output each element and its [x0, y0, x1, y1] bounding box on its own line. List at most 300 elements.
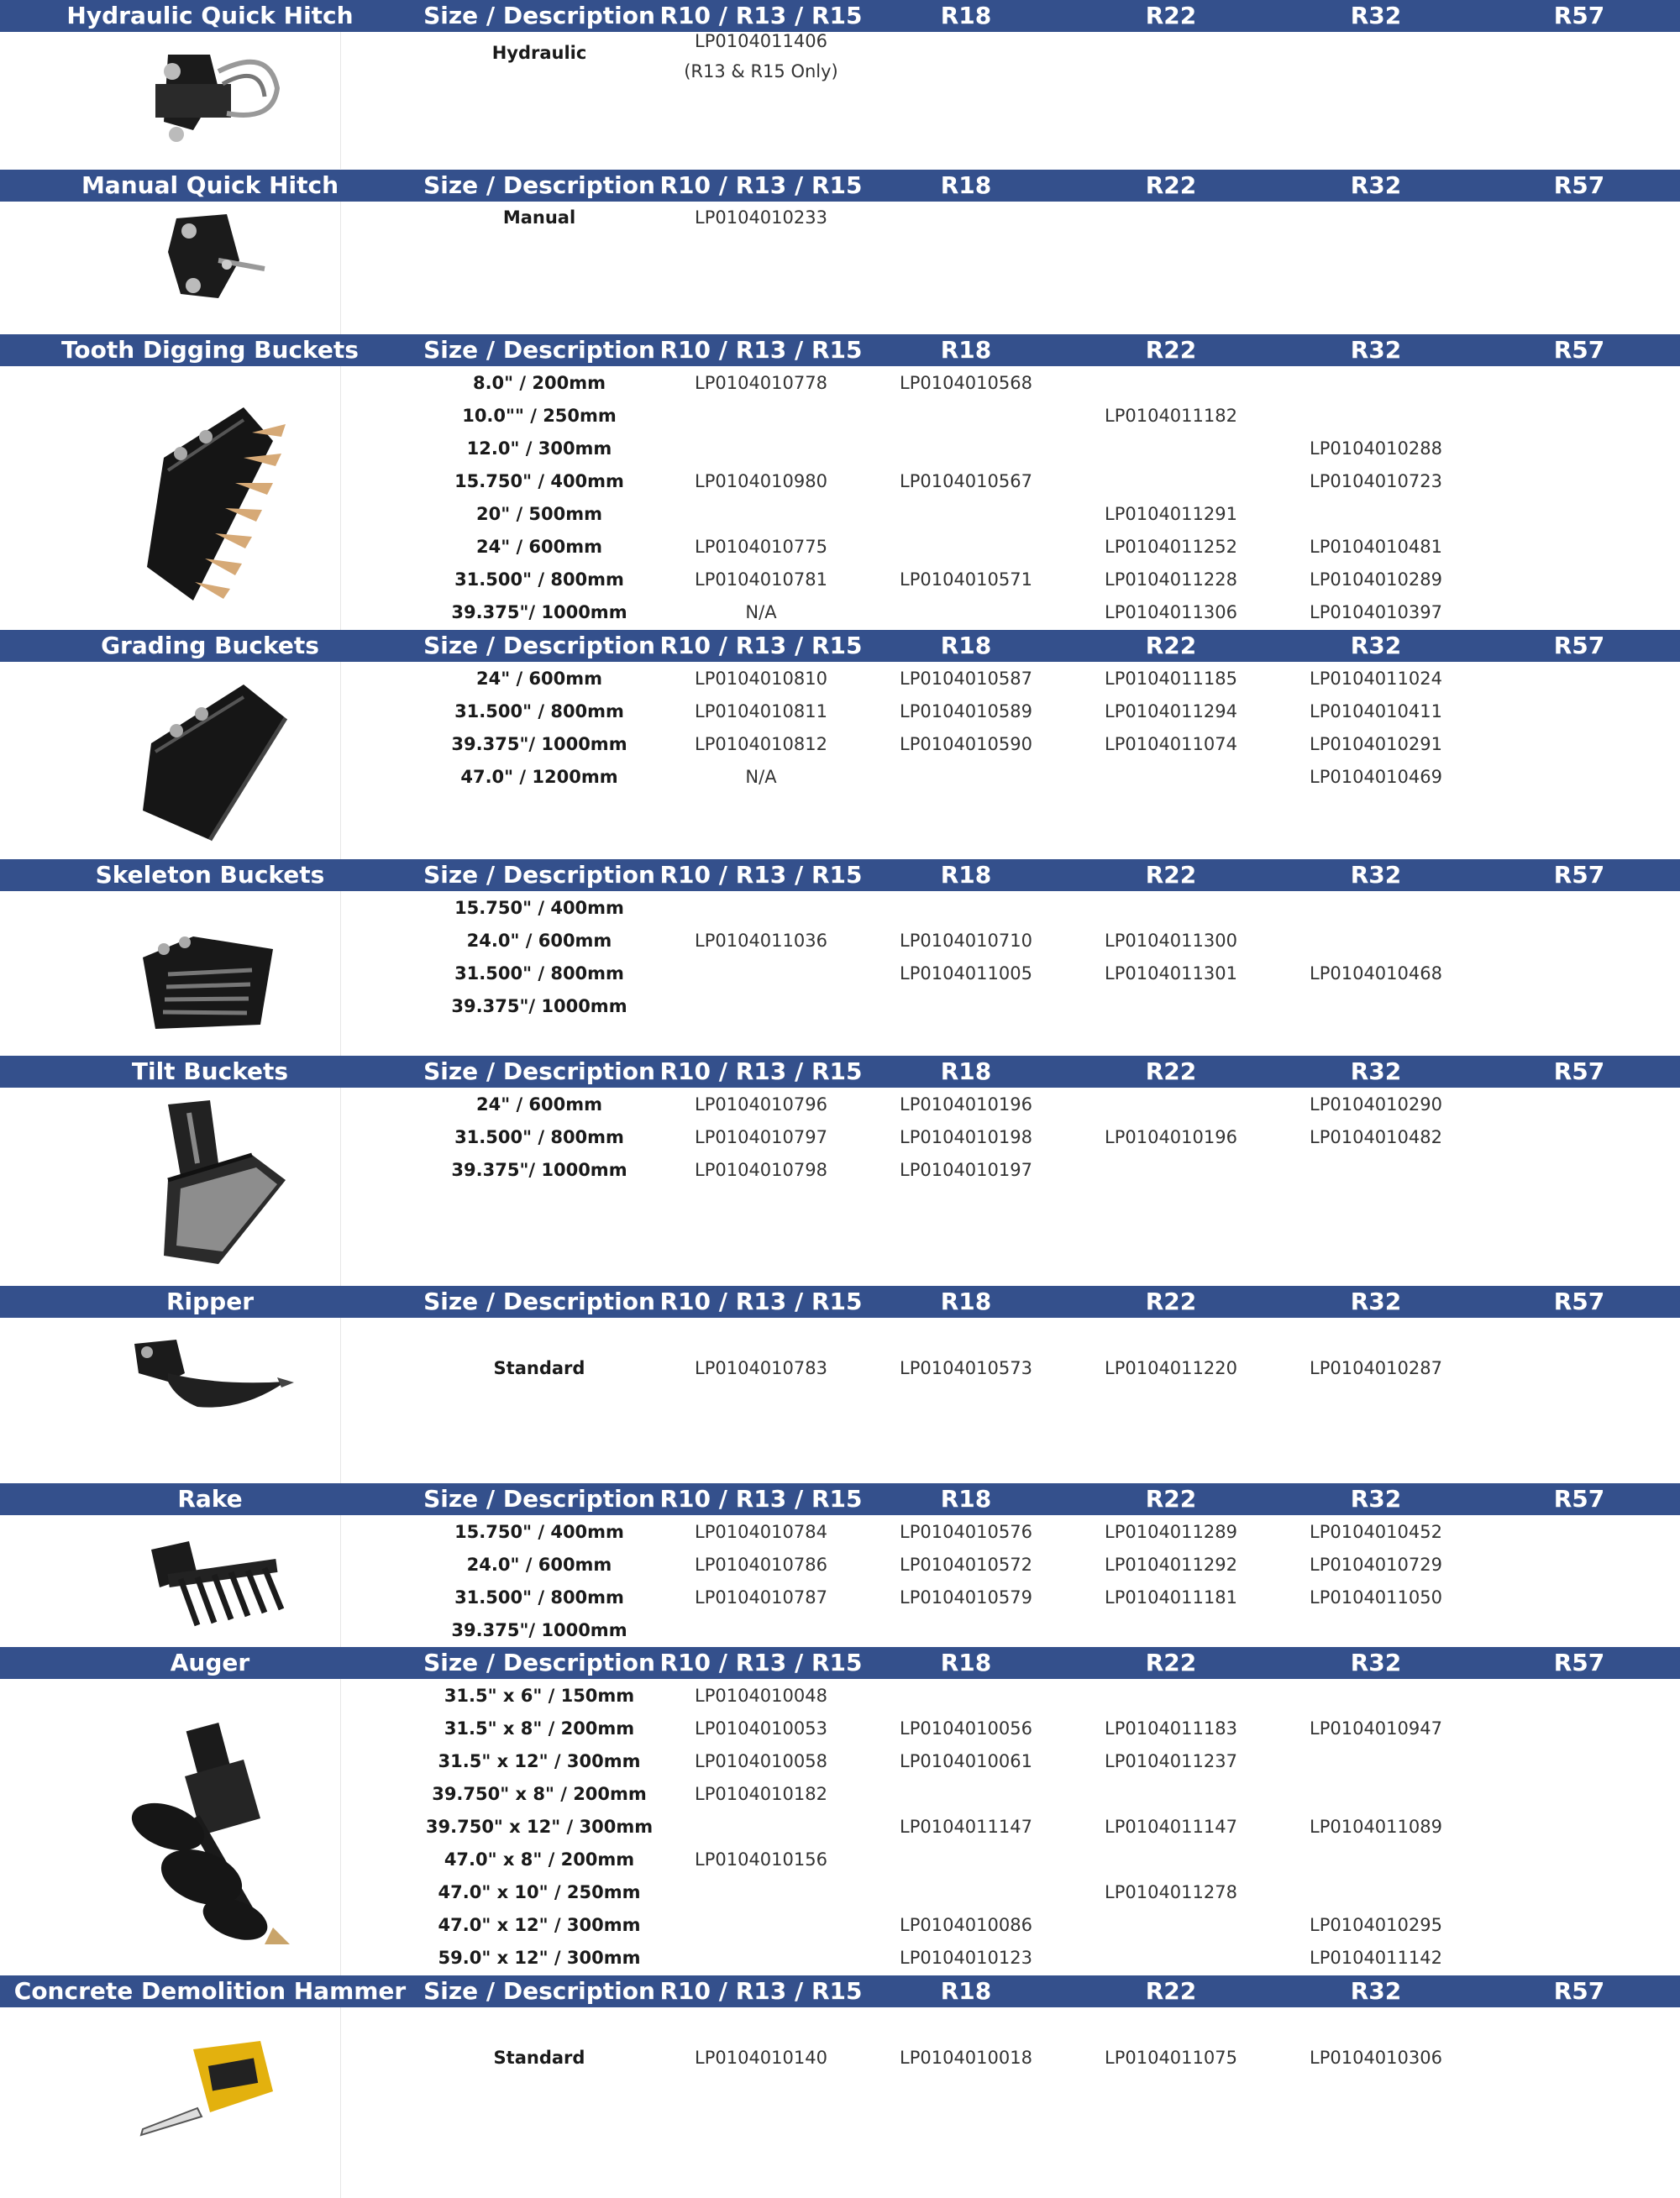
part-number-r22: LP0104011306: [1105, 602, 1237, 622]
part-number-r57: [1478, 1516, 1680, 1549]
part-number-r18: LP0104010587: [900, 669, 1032, 689]
table-row: [0, 1942, 1680, 1975]
section-concrete-demolition-hammer: [0, 1975, 1680, 2198]
table-row: [0, 531, 1680, 564]
column-header-r22: R22: [1145, 336, 1197, 364]
part-number-r57: [1478, 1844, 1680, 1876]
part-number-r22: LP0104011220: [1105, 1358, 1237, 1378]
part-number-r22: LP0104011289: [1105, 1522, 1237, 1542]
column-header-r10: R10 / R13 / R15: [659, 2, 863, 29]
part-number-r22: LP0104011182: [1105, 406, 1237, 426]
part-number-r57: [1478, 1876, 1680, 1909]
part-number-r22: LP0104011075: [1105, 2048, 1237, 2068]
section-title: Concrete Demolition Hammer: [13, 1977, 407, 2005]
part-number-r22: [1068, 37, 1273, 70]
part-number-r10: LP0104010811: [695, 701, 827, 721]
column-header-r18: R18: [940, 2, 992, 29]
section-title: Rake: [177, 1485, 243, 1513]
part-number-r57: [1478, 663, 1680, 695]
part-number-r57: [1478, 925, 1680, 957]
part-number-r57: [1478, 202, 1680, 234]
part-number-r18: LP0104010567: [900, 471, 1032, 491]
part-number-r32: LP0104010306: [1310, 2048, 1442, 2068]
part-number-r57: [1478, 1089, 1680, 1121]
part-number-r18: [864, 531, 1068, 564]
size-description: 12.0" / 300mm: [466, 438, 612, 459]
table-row: [0, 925, 1680, 957]
table-row: [0, 564, 1680, 596]
section-grading-buckets: [0, 630, 1680, 890]
part-number-r22: LP0104011183: [1105, 1718, 1237, 1739]
table-row: [0, 1745, 1680, 1778]
section-title: Manual Quick Hitch: [81, 171, 339, 199]
table-row: [0, 1582, 1680, 1614]
part-number-r10: N/A: [745, 602, 777, 622]
column-header-r57: R57: [1553, 171, 1605, 199]
column-header-r57: R57: [1553, 2, 1605, 29]
divider: [340, 2007, 341, 2198]
part-number-r57: [1478, 1778, 1680, 1811]
table-row: [0, 1089, 1680, 1121]
part-number-r18: LP0104010197: [900, 1160, 1032, 1180]
section-title: Ripper: [165, 1288, 255, 1315]
table-row: [0, 761, 1680, 794]
table-row: [0, 1778, 1680, 1811]
column-header-r32: R32: [1350, 2, 1402, 29]
part-number-r32: LP0104011050: [1310, 1587, 1442, 1608]
column-header-r10: R10 / R13 / R15: [659, 336, 863, 364]
part-number-r18: LP0104010061: [900, 1751, 1032, 1771]
column-header-size: Size / Description: [423, 1977, 655, 2005]
column-header-size: Size / Description: [423, 1057, 655, 1085]
section-auger: [0, 1647, 1680, 2007]
column-header-r18: R18: [940, 1057, 992, 1085]
part-number-r10: LP0104010810: [695, 669, 827, 689]
column-header-r18: R18: [940, 632, 992, 659]
column-header-r57: R57: [1553, 1977, 1605, 2005]
part-number-r32: [1273, 1778, 1478, 1811]
part-number-r32: [1273, 1154, 1478, 1187]
part-number-r32: LP0104010723: [1310, 471, 1442, 491]
column-header-r18: R18: [940, 1288, 992, 1315]
part-number-r18: LP0104010123: [900, 1948, 1032, 1968]
part-number-r22: LP0104011228: [1105, 569, 1237, 590]
column-header-r22: R22: [1145, 1977, 1197, 2005]
section-tilt-buckets: [0, 1056, 1680, 1317]
section-header: [0, 1975, 1680, 2007]
table-row: [0, 1121, 1680, 1154]
column-header-r32: R32: [1350, 336, 1402, 364]
part-number-r10: [659, 400, 864, 433]
size-description: 15.750" / 400mm: [454, 898, 624, 918]
part-number-r32: [1273, 1876, 1478, 1909]
table-row: [0, 1352, 1680, 1385]
column-header-r32: R32: [1350, 1977, 1402, 2005]
column-header-r32: R32: [1350, 861, 1402, 889]
part-number-r18: LP0104010196: [900, 1094, 1032, 1115]
part-number-r32: LP0104010947: [1310, 1718, 1442, 1739]
column-header-r57: R57: [1553, 861, 1605, 889]
part-number-r32: LP0104010295: [1310, 1915, 1442, 1935]
part-number-r18: [864, 1844, 1068, 1876]
part-number-r32: LP0104010729: [1310, 1555, 1442, 1575]
part-number-r22: LP0104010196: [1105, 1127, 1237, 1147]
part-number-r57: [1478, 892, 1680, 925]
part-number-r18: LP0104010710: [900, 931, 1032, 951]
part-number-r22: LP0104011185: [1105, 669, 1237, 689]
size-description: 31.500" / 800mm: [454, 1127, 624, 1147]
part-number-r57: [1478, 1909, 1680, 1942]
table-row: [0, 498, 1680, 531]
part-number-r57: [1478, 400, 1680, 433]
part-number-r22: LP0104011278: [1105, 1882, 1237, 1902]
part-number-r10: [659, 1942, 864, 1975]
part-number-r18: [864, 990, 1068, 1023]
column-header-size: Size / Description: [423, 171, 655, 199]
part-number-r10: LP0104010797: [695, 1127, 827, 1147]
part-number-r32: [1273, 925, 1478, 957]
part-number-r18: LP0104010086: [900, 1915, 1032, 1935]
column-header-size: Size / Description: [423, 632, 655, 659]
column-header-r22: R22: [1145, 1288, 1197, 1315]
column-header-size: Size / Description: [423, 861, 655, 889]
part-number-r10: LP0104010140: [695, 2048, 827, 2068]
column-header-r57: R57: [1553, 632, 1605, 659]
part-number-r10: LP0104010156: [695, 1849, 827, 1870]
column-header-r32: R32: [1350, 1288, 1402, 1315]
column-header-r10: R10 / R13 / R15: [659, 171, 863, 199]
part-number-r57: [1478, 433, 1680, 465]
size-description: 8.0" / 200mm: [472, 373, 606, 393]
column-header-r18: R18: [940, 336, 992, 364]
part-number-r57: [1478, 367, 1680, 400]
section-title: Skeleton Buckets: [95, 861, 325, 889]
part-number-r22: [1068, 1680, 1273, 1713]
part-number-r32: LP0104011089: [1310, 1817, 1442, 1837]
size-description: 15.750" / 400mm: [454, 471, 624, 491]
part-number-r18: [864, 761, 1068, 794]
part-number-r22: LP0104011074: [1105, 734, 1237, 754]
part-number-r57: [1478, 531, 1680, 564]
section-title: Hydraulic Quick Hitch: [66, 2, 354, 29]
part-number-r10: LP0104010787: [695, 1587, 827, 1608]
column-header-r57: R57: [1553, 1057, 1605, 1085]
section-title: Grading Buckets: [101, 632, 319, 659]
part-number-r57: [1478, 37, 1680, 70]
column-header-r22: R22: [1145, 861, 1197, 889]
part-number-r18: [864, 400, 1068, 433]
column-header-r32: R32: [1350, 1649, 1402, 1676]
size-description: 39.750" x 12" / 300mm: [425, 1817, 654, 1837]
part-number-r22: [1068, 1909, 1273, 1942]
part-number-r57: [1478, 957, 1680, 990]
part-number-r18: [864, 433, 1068, 465]
part-number-r10: [659, 498, 864, 531]
part-number-r10: LP0104010048: [695, 1686, 827, 1706]
part-number-r10: N/A: [745, 767, 777, 787]
part-number-r18: LP0104011005: [900, 963, 1032, 984]
size-description: 31.5" x 8" / 200mm: [444, 1718, 635, 1739]
part-number-r57: [1478, 695, 1680, 728]
part-number-r57: [1478, 728, 1680, 761]
section-tooth-digging-buckets: [0, 334, 1680, 662]
column-header-r10: R10 / R13 / R15: [659, 1485, 863, 1513]
part-number-r22: [1068, 1154, 1273, 1187]
part-number-r32: [1273, 1745, 1478, 1778]
column-header-r10: R10 / R13 / R15: [659, 1649, 863, 1676]
part-number-r32: LP0104010468: [1310, 963, 1442, 984]
part-number-r57: [1478, 761, 1680, 794]
part-number-r57: [1478, 465, 1680, 498]
column-header-r10: R10 / R13 / R15: [659, 1057, 863, 1085]
part-number-r22: [1068, 202, 1273, 234]
size-description: 24.0" / 600mm: [466, 1555, 612, 1575]
part-number-r10: LP0104011406: [695, 31, 827, 51]
column-header-r32: R32: [1350, 171, 1402, 199]
column-header-r32: R32: [1350, 1485, 1402, 1513]
part-number-r10: [659, 1876, 864, 1909]
section-header: [0, 1483, 1680, 1515]
part-number-r22: [1068, 1844, 1273, 1876]
section-header: [0, 630, 1680, 662]
part-number-r57: [1478, 1713, 1680, 1745]
part-number-r22: [1068, 367, 1273, 400]
part-number-r32: [1273, 1844, 1478, 1876]
size-description: 20" / 500mm: [475, 504, 603, 524]
section-header: [0, 1056, 1680, 1088]
part-number-r10: [659, 1614, 864, 1647]
part-number-r22: LP0104011237: [1105, 1751, 1237, 1771]
column-header-size: Size / Description: [423, 336, 655, 364]
part-number-r10: [659, 957, 864, 990]
size-description: 39.375"/ 1000mm: [451, 1620, 627, 1640]
size-description: 31.500" / 800mm: [454, 963, 624, 984]
part-number-r22: LP0104011294: [1105, 701, 1237, 721]
part-number-r10: LP0104010980: [695, 471, 827, 491]
part-number-r22: [1068, 761, 1273, 794]
part-number-r22: LP0104011181: [1105, 1587, 1237, 1608]
part-number-r18: [864, 1778, 1068, 1811]
part-number-r32: LP0104010290: [1310, 1094, 1442, 1115]
part-number-r10: LP0104010775: [695, 537, 827, 557]
part-number-r32: [1273, 892, 1478, 925]
column-header-r22: R22: [1145, 2, 1197, 29]
column-header-r18: R18: [940, 1977, 992, 2005]
part-number-r10: LP0104010182: [695, 1784, 827, 1804]
table-row: [0, 1680, 1680, 1713]
part-number-r22: LP0104011291: [1105, 504, 1237, 524]
part-number-r32: LP0104010469: [1310, 767, 1442, 787]
column-header-r10: R10 / R13 / R15: [659, 1288, 863, 1315]
section-header: [0, 1286, 1680, 1318]
table-row: [0, 1876, 1680, 1909]
column-header-r32: R32: [1350, 1057, 1402, 1085]
part-number-r18: LP0104011147: [900, 1817, 1032, 1837]
part-number-r57: [1478, 1352, 1680, 1385]
part-number-r10: [659, 433, 864, 465]
part-number-note: (R13 & R15 Only): [684, 61, 838, 81]
part-number-r10: LP0104010784: [695, 1522, 827, 1542]
size-description: 47.0" / 1200mm: [460, 767, 618, 787]
part-number-r18: LP0104010590: [900, 734, 1032, 754]
column-header-r57: R57: [1553, 336, 1605, 364]
part-number-r18: [864, 1876, 1068, 1909]
table-row: [0, 695, 1680, 728]
column-header-r10: R10 / R13 / R15: [659, 1977, 863, 2005]
part-number-r32: LP0104010452: [1310, 1522, 1442, 1542]
part-number-r32: LP0104011024: [1310, 669, 1442, 689]
part-number-r18: [864, 37, 1068, 70]
section-ripper: [0, 1286, 1680, 1513]
section-title: Tilt Buckets: [131, 1057, 289, 1085]
part-number-r32: LP0104010288: [1310, 438, 1442, 459]
part-number-r22: [1068, 1942, 1273, 1975]
part-number-r18: [864, 202, 1068, 234]
column-header-r57: R57: [1553, 1649, 1605, 1676]
part-number-r32: [1273, 37, 1478, 70]
part-number-r10: LP0104010781: [695, 569, 827, 590]
part-number-r10: LP0104010058: [695, 1751, 827, 1771]
table-row: [0, 1909, 1680, 1942]
column-header-size: Size / Description: [423, 1485, 655, 1513]
part-number-r32: LP0104010397: [1310, 602, 1442, 622]
part-number-r32: [1273, 367, 1478, 400]
part-number-r57: [1478, 1549, 1680, 1582]
size-description: Standard: [493, 1358, 585, 1378]
size-description: 15.750" / 400mm: [454, 1522, 624, 1542]
size-description: 31.500" / 800mm: [454, 1587, 624, 1608]
section-header: [0, 859, 1680, 891]
part-number-r32: [1273, 1680, 1478, 1713]
table-row: [0, 663, 1680, 695]
table-row: [0, 1713, 1680, 1745]
size-description: 10.0"" / 250mm: [462, 406, 617, 426]
part-number-r18: [864, 498, 1068, 531]
part-number-r18: [864, 1680, 1068, 1713]
size-description: 24" / 600mm: [475, 669, 603, 689]
column-header-size: Size / Description: [423, 1288, 655, 1315]
part-number-r18: LP0104010571: [900, 569, 1032, 590]
table-row: [0, 202, 1680, 234]
column-header-size: Size / Description: [423, 1649, 655, 1676]
section-header: [0, 1647, 1680, 1679]
table-row: [0, 465, 1680, 498]
part-number-r57: [1478, 564, 1680, 596]
part-number-r22: [1068, 1089, 1273, 1121]
column-header-r22: R22: [1145, 171, 1197, 199]
column-header-r10: R10 / R13 / R15: [659, 861, 863, 889]
column-header-r22: R22: [1145, 1649, 1197, 1676]
section-title: Tooth Digging Buckets: [61, 336, 359, 364]
part-number-r22: [1068, 433, 1273, 465]
part-number-r32: [1273, 498, 1478, 531]
size-description: 24" / 600mm: [475, 537, 603, 557]
column-header-r18: R18: [940, 1485, 992, 1513]
column-header-r32: R32: [1350, 632, 1402, 659]
table-row: [0, 433, 1680, 465]
size-description: Manual: [502, 207, 576, 228]
part-number-r10: LP0104010786: [695, 1555, 827, 1575]
part-number-r57: [1478, 1582, 1680, 1614]
part-number-r10: LP0104010812: [695, 734, 827, 754]
size-description: Hydraulic: [491, 43, 587, 63]
section-skeleton-buckets: [0, 859, 1680, 1086]
part-number-r22: [1068, 892, 1273, 925]
column-header-r18: R18: [940, 171, 992, 199]
part-number-r32: LP0104010411: [1310, 701, 1442, 721]
size-description: 59.0" x 12" / 300mm: [438, 1948, 641, 1968]
part-number-r22: [1068, 1614, 1273, 1647]
part-number-r10: LP0104010778: [695, 373, 827, 393]
part-number-r22: LP0104011301: [1105, 963, 1237, 984]
table-row: [0, 728, 1680, 761]
section-title: Auger: [170, 1649, 250, 1676]
size-description: 31.500" / 800mm: [454, 569, 624, 590]
size-description: 24.0" / 600mm: [466, 931, 612, 951]
part-number-r18: LP0104010589: [900, 701, 1032, 721]
part-number-r10: LP0104010233: [695, 207, 827, 228]
part-number-r10: [659, 1909, 864, 1942]
part-number-r18: LP0104010576: [900, 1522, 1032, 1542]
column-header-r22: R22: [1145, 632, 1197, 659]
part-number-r10: LP0104010796: [695, 1094, 827, 1115]
column-header-r22: R22: [1145, 1485, 1197, 1513]
part-number-r10: [659, 892, 864, 925]
column-header-r18: R18: [940, 1649, 992, 1676]
part-number-r57: [1478, 2042, 1680, 2075]
table-row: [0, 2042, 1680, 2075]
table-row: [0, 367, 1680, 400]
part-number-r32: LP0104010481: [1310, 537, 1442, 557]
part-number-r18: [864, 596, 1068, 629]
size-description: Standard: [493, 2048, 585, 2068]
part-number-r18: [864, 1614, 1068, 1647]
part-number-r32: LP0104011142: [1310, 1948, 1442, 1968]
column-header-r10: R10 / R13 / R15: [659, 632, 863, 659]
part-number-r18: [864, 892, 1068, 925]
table-row: [0, 1811, 1680, 1844]
size-description: 47.0" x 12" / 300mm: [438, 1915, 641, 1935]
part-number-r10: LP0104011036: [695, 931, 827, 951]
part-number-r22: LP0104011300: [1105, 931, 1237, 951]
size-description: 47.0" x 8" / 200mm: [444, 1849, 635, 1870]
part-number-r57: [1478, 990, 1680, 1023]
size-description: 47.0" x 10" / 250mm: [438, 1882, 641, 1902]
part-number-r18: LP0104010018: [900, 2048, 1032, 2068]
part-number-r18: LP0104010579: [900, 1587, 1032, 1608]
column-header-r18: R18: [940, 861, 992, 889]
part-number-r22: [1068, 1778, 1273, 1811]
table-row: [0, 400, 1680, 433]
table-row: [0, 1844, 1680, 1876]
part-number-r10: LP0104010053: [695, 1718, 827, 1739]
part-number-r32: [1273, 400, 1478, 433]
section-header: [0, 334, 1680, 366]
size-description: 39.375"/ 1000mm: [451, 996, 627, 1016]
part-number-r32: [1273, 1614, 1478, 1647]
part-number-r18: LP0104010056: [900, 1718, 1032, 1739]
part-number-r18: LP0104010568: [900, 373, 1032, 393]
section-hydraulic-quick-hitch: [0, 0, 1680, 169]
size-description: 31.500" / 800mm: [454, 701, 624, 721]
size-description: 31.5" x 12" / 300mm: [438, 1751, 641, 1771]
part-number-r18: LP0104010198: [900, 1127, 1032, 1147]
part-number-r22: LP0104011252: [1105, 537, 1237, 557]
table-row: [0, 990, 1680, 1023]
part-number-r57: [1478, 596, 1680, 629]
part-number-r57: [1478, 1680, 1680, 1713]
part-number-r57: [1478, 1614, 1680, 1647]
